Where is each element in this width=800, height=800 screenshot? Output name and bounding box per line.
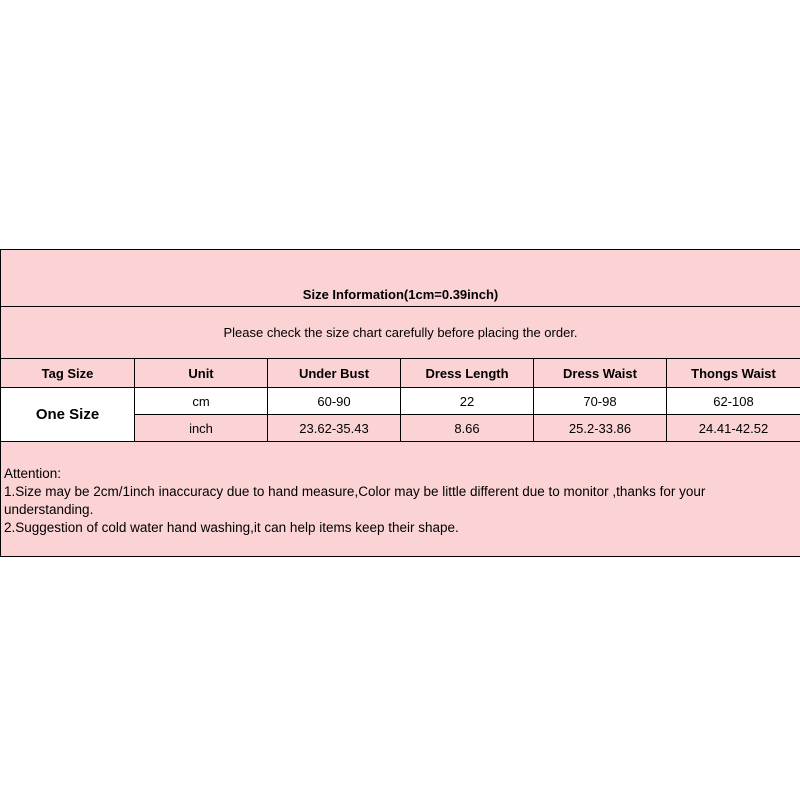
- notes-line-2: 2.Suggestion of cold water hand washing,it can help items keep their shape.: [4, 520, 459, 535]
- thongs-waist-cell: 24.41-42.52: [667, 415, 800, 442]
- unit-cell: cm: [135, 388, 268, 415]
- dress-length-cell: 8.66: [401, 415, 534, 442]
- chart-subtitle: Please check the size chart carefully before placing the order.: [1, 307, 800, 359]
- header-unit: Unit: [135, 359, 268, 388]
- under-bust-cell: 60-90: [268, 388, 401, 415]
- header-tag-size: Tag Size: [1, 359, 135, 388]
- chart-title: Size Information(1cm=0.39inch): [1, 250, 800, 307]
- dress-waist-cell: 25.2-33.86: [534, 415, 667, 442]
- header-dress-length: Dress Length: [401, 359, 534, 388]
- tag-size-value: One Size: [1, 388, 135, 442]
- notes-heading: Attention:: [4, 466, 62, 481]
- dress-waist-cell: 70-98: [534, 388, 667, 415]
- unit-cell: inch: [135, 415, 268, 442]
- notes-line-1: 1.Size may be 2cm/1inch inaccuracy due to hand measure,Color may be little different due to monitor ,thanks for your understanding.: [4, 484, 706, 517]
- dress-length-cell: 22: [401, 388, 534, 415]
- header-dress-waist: Dress Waist: [534, 359, 667, 388]
- thongs-waist-cell: 62-108: [667, 388, 800, 415]
- attention-notes: [1, 442, 800, 557]
- header-under-bust: Under Bust: [268, 359, 401, 388]
- under-bust-cell: 23.62-35.43: [268, 415, 401, 442]
- header-thongs-waist: Thongs Waist: [667, 359, 800, 388]
- table-row: [1, 388, 800, 415]
- header-row: [1, 359, 800, 388]
- size-chart-table: [0, 249, 800, 557]
